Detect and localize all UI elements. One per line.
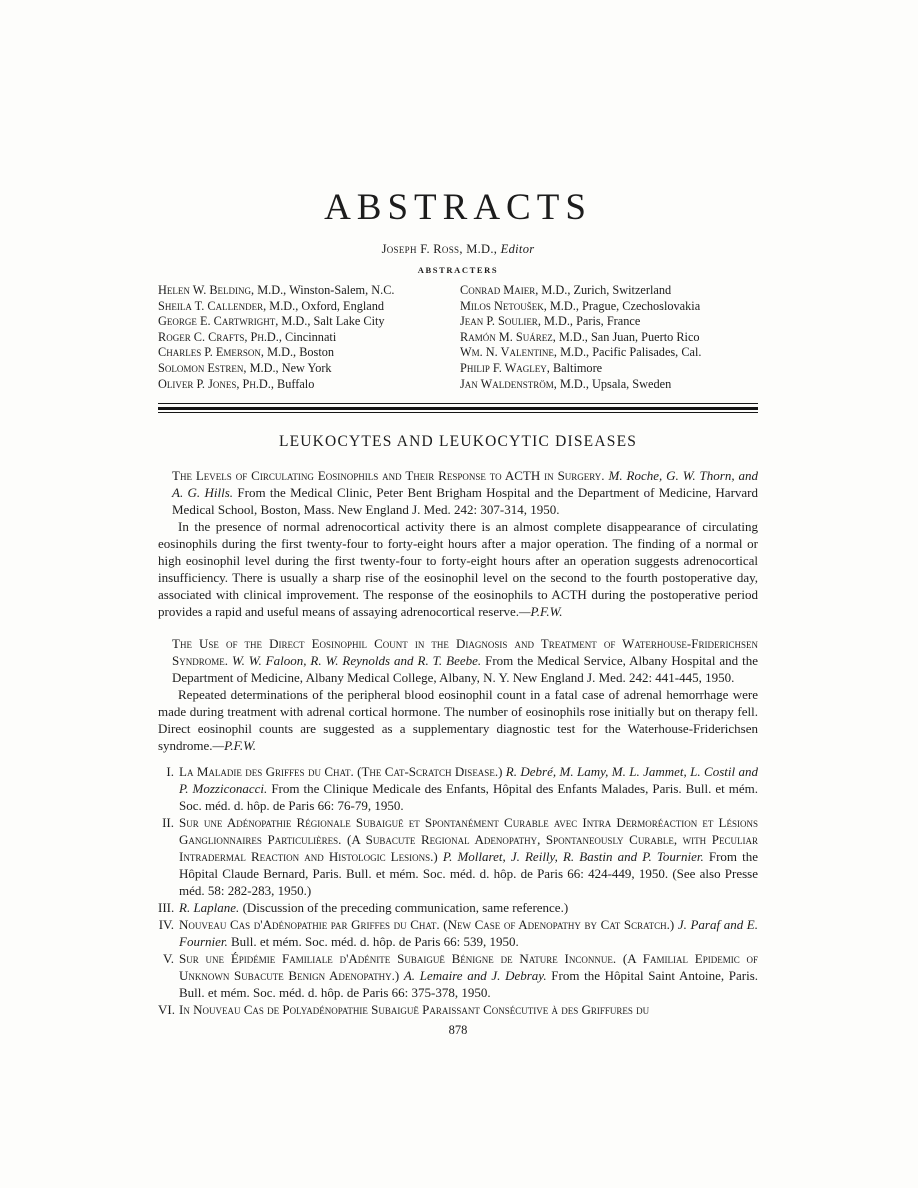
abstracter-location: San Juan, Puerto Rico <box>590 329 700 344</box>
divider-rule <box>158 403 758 413</box>
numbered-item-1 <box>158 763 758 814</box>
abstracter-entry <box>460 361 758 377</box>
item-title: In Nouveau Cas de Polyadénopathie Subaiguë Paraissant Consécutive à des Griffures du <box>179 1002 650 1018</box>
numbered-item-3 <box>158 899 758 916</box>
abstracters-column-left <box>158 283 460 392</box>
item-numeral: I. <box>166 764 174 780</box>
abstracter-entry <box>460 299 758 315</box>
abstracter-location: Zurich, Switzerland <box>573 283 672 297</box>
item-numeral: III. <box>158 900 175 916</box>
abstracters-heading: ABSTRACTERS <box>417 265 499 275</box>
abstracter-location: Buffalo <box>277 376 315 391</box>
numbered-citation-list <box>158 763 758 1018</box>
item-authors: R. Laplane. <box>179 900 240 916</box>
abstracters-column-right <box>460 283 758 392</box>
abstracter-entry <box>158 283 460 299</box>
abstracters-list <box>158 283 758 392</box>
item-source: From the Clinique Medicale des Enfants, Hôpital des Enfants Malades, Paris. Bull. et mém. Soc. méd. d. hôp. de Paris 66: 76-79, 1950. <box>179 781 759 814</box>
item-authors: R. Debré, M. Lamy, M. L. Jammet, L. Costil and P. Mozziconacci. <box>179 764 759 797</box>
abstracter-name: Oliver P. Jones, Ph.D., <box>158 376 274 391</box>
abstracter-name: Conrad Maier, M.D., <box>460 283 571 297</box>
page-title: ABSTRACTS <box>324 187 592 228</box>
abstracter-entry <box>460 283 758 299</box>
abstracter-entry <box>460 314 758 330</box>
page-content <box>158 0 758 1038</box>
abstract-signature: —P.F.W. <box>518 604 563 620</box>
abstracter-location: Upsala, Sweden <box>592 376 672 391</box>
numbered-item-5 <box>158 950 758 1001</box>
abstracter-name: Ramón M. Suárez, M.D., <box>460 329 588 344</box>
abstracter-location: Pacific Palisades, Cal. <box>592 345 702 360</box>
item-title: Sur une Adénopathie Régionale Subaiguë et Spontanément Curable avec Intra Dermoréaction et Lésions Ganglionnaires Particulières. (A Subacute Regional Adenopathy, Spontaneously Curable, with Peculiar Intradermal Reaction and Histologic Lesions.) <box>179 815 758 865</box>
abstract-signature: —P.F.W. <box>212 738 257 754</box>
abstracter-location: Baltimore <box>552 360 603 375</box>
abstracter-name: Wm. N. Valentine, M.D., <box>460 345 590 360</box>
abstract-source: From the Medical Clinic, Peter Bent Brigham Hospital and the Department of Medicine, Harvard Medical School, Boston, Mass. New England J. Med. 242: 307-314, 1950. <box>172 485 758 518</box>
abstract-title: The Levels of Circulating Eosinophils and Their Response to ACTH in Surgery. <box>172 468 605 484</box>
abstracter-location: New York <box>281 360 332 375</box>
abstracter-entry <box>460 345 758 361</box>
abstracter-entry <box>158 299 460 315</box>
abstract-2-citation <box>172 635 758 686</box>
item-title: Nouveau Cas d'Adénopathie par Griffes du Chat. (New Case of Adenopathy by Cat Scratch.) <box>179 917 675 933</box>
page-number: 878 <box>448 1023 468 1038</box>
editor-role: Editor <box>500 242 535 256</box>
numbered-item-2 <box>158 814 758 899</box>
abstracter-location: Salt Lake City <box>313 314 385 329</box>
abstracter-name: Charles P. Emerson, M.D., <box>158 345 297 360</box>
abstract-authors: W. W. Faloon, R. W. Reynolds and R. T. Beebe. <box>231 653 482 669</box>
abstracter-entry <box>158 314 460 330</box>
abstract-source: From the Medical Service, Albany Hospital and the Department of Medicine, Albany Medical College, Albany, N. Y. New England J. Med. 242: 441-445, 1950. <box>172 653 759 686</box>
abstracter-name: Solomon Estren, M.D., <box>158 360 279 375</box>
abstracter-name: Philip F. Wagley, <box>460 360 550 375</box>
editor-name: Joseph F. Ross, M.D., <box>381 242 498 256</box>
numbered-item-4 <box>158 916 758 950</box>
divider-thin-line <box>158 412 758 413</box>
abstracter-location: Winston-Salem, N.C. <box>289 283 395 297</box>
item-title: Sur une Épidémie Familiale d'Adénite Subaiguë Bénigne de Nature Inconnue. (A Familial Epidemic of Unknown Subacute Benign Adenopathy.) <box>179 951 758 984</box>
abstracter-name: Sheila T. Callender, M.D., <box>158 298 299 313</box>
item-source: Bull. et mém. Soc. méd. d. hôp. de Paris 66: 539, 1950. <box>231 934 519 950</box>
item-authors: A. Lemaire and J. Debray. <box>403 968 547 984</box>
divider-thick-line <box>158 407 758 410</box>
abstracter-entry <box>158 345 460 361</box>
abstracter-entry <box>158 330 460 346</box>
abstract-2-body <box>158 686 758 754</box>
item-numeral: II. <box>162 815 174 831</box>
section-heading: LEUKOCYTES AND LEUKOCYTIC DISEASES <box>278 433 638 451</box>
item-numeral: IV. <box>158 917 174 933</box>
abstracter-location: Cincinnati <box>285 329 337 344</box>
abstracter-name: Milos Netoušek, M.D., <box>460 298 579 313</box>
item-title: La Maladie des Griffes du Chat. (The Cat-Scratch Disease.) <box>179 764 503 780</box>
item-source: From the Hôpital Saint Antoine, Paris. Bull. et mém. Soc. méd. d. hôp. de Paris 66: 375-378, 1950. <box>179 968 759 1001</box>
item-authors: P. Mollaret, J. Reilly, R. Bastin and P. Tournier. <box>442 849 704 865</box>
abstract-body-text: Repeated determinations of the peripheral blood eosinophil count in a fatal case of adrenal hemorrhage were made during treatment with adrenal cortical hormone. The number of eosinophils rose initially but on therapy fell. Direct eosinophil counts are suggested as a supplementary diagnostic test for the Waterhouse-Friderichsen syndrome. <box>158 687 758 754</box>
abstracter-location: Oxford, England <box>301 298 385 313</box>
abstracter-entry <box>158 361 460 377</box>
abstracter-location: Prague, Czechoslovakia <box>582 298 701 313</box>
abstracter-name: Helen W. Belding, M.D., <box>158 283 287 297</box>
abstracter-location: Paris, France <box>576 314 641 329</box>
item-source: (Discussion of the preceding communication, same reference.) <box>242 900 569 916</box>
abstracter-name: George E. Cartwright, M.D., <box>158 314 311 329</box>
abstracter-entry <box>460 377 758 393</box>
abstracter-entry <box>158 377 460 393</box>
abstracter-name: Jan Waldenström, M.D., <box>460 376 589 391</box>
divider-thin-line <box>158 403 758 404</box>
abstracter-name: Jean P. Soulier, M.D., <box>460 314 573 329</box>
abstract-1-body <box>158 518 758 620</box>
abstracter-entry <box>460 330 758 346</box>
abstract-title: The Use of the Direct Eosinophil Count in the Diagnosis and Treatment of Waterhouse-Friderichsen Syndrome. <box>172 636 758 669</box>
item-source: From the Hôpital Claude Bernard, Paris. Bull. et mém. Soc. méd. d. hôp. de Paris 66: 424-449, 1950. (See also Presse méd. 58: 282-283, 1950.) <box>179 849 759 899</box>
abstracter-location: Boston <box>299 345 335 360</box>
abstract-body-text: In the presence of normal adrenocortical activity there is an almost complete disappearance of circulating eosinophils during the first twenty-four to forty-eight hours after a major operation. The finding of a normal or high eosinophil level during the first twenty-four to forty-eight hours after an operation suggests adrenocortical insufficiency. There is usually a sharp rise of the eosinophil level on the second to the fourth postoperative day, associated with clinical improvement. The response of the eosinophils to ACTH during the postoperative period provides a rapid and useful means of assaying adrenocortical reserve. <box>158 519 758 620</box>
abstracter-name: Roger C. Crafts, Ph.D., <box>158 329 282 344</box>
item-numeral: V. <box>163 951 174 967</box>
abstract-1-citation <box>172 467 758 518</box>
numbered-item-6 <box>158 1001 758 1018</box>
abstract-authors: M. Roche, G. W. Thorn, and A. G. Hills. <box>172 468 759 501</box>
item-authors: J. Paraf and E. Fournier. <box>179 917 759 950</box>
item-numeral: VI. <box>158 1002 175 1018</box>
editor-line <box>158 242 758 257</box>
